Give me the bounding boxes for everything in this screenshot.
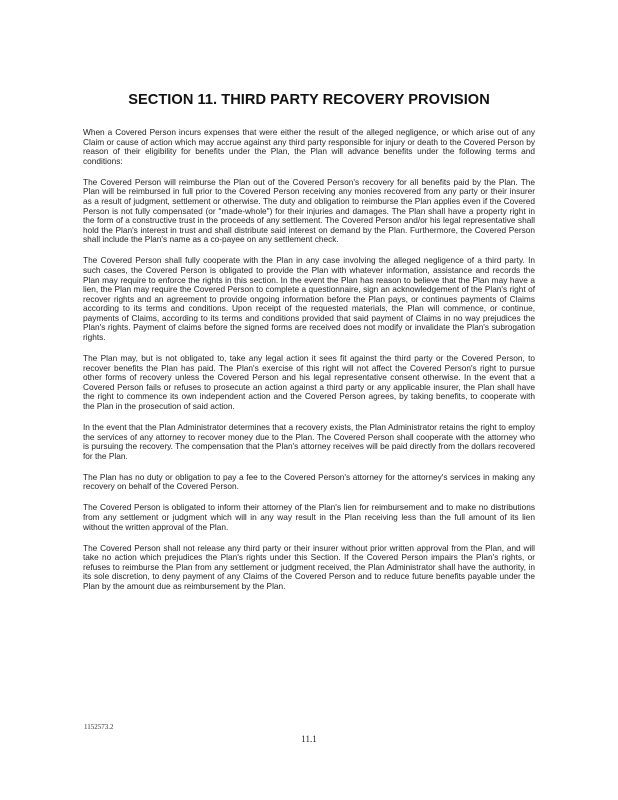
section-title: SECTION 11. THIRD PARTY RECOVERY PROVISION — [128, 92, 490, 108]
paragraph-1: When a Covered Person incurs expenses that were either the result of the alleged negligence, or which arise out of any Claim or cause of action which may accrue against any third party responsible for injury or death to the Covered Person by reason of their eligibility for benefits under the Plan, the Plan will advance benefits under the following terms and conditions: — [83, 127, 535, 166]
paragraph-4: The Plan may, but is not obligated to, take any legal action it sees fit against the third party or the Covered Person, to recover benefits the Plan has paid. The Plan's exercise of this right will not affect the Covered Person's right to pursue other forms of recovery unless the Covered Person and his legal representative consent otherwise. In the event that a Covered Person fails or refuses to prosecute an action against a third party or any applicable insurer, the Plan shall have the right to commence its own independent action and the Covered Person agrees, by taking benefits, to cooperate with the Plan in the prosecution of said action. — [83, 353, 535, 412]
paragraph-7: The Covered Person is obligated to inform their attorney of the Plan's lien for reimbursement and to make no distributions from any settlement or judgment which will in any way result in the Plan receiving less than the full amount of its lien without the written approval of the Plan. — [83, 502, 535, 532]
paragraph-3: The Covered Person shall fully cooperate with the Plan in any case involving the alleged negligence of a third party. In such cases, the Covered Person is obligated to provide the Plan with whatever information, assistance and records the Plan may require to enforce the rights in this section. In the event the Plan has reason to believe that the Plan may have a lien, the Plan may require the Covered Person to complete a questionnaire, sign an acknowledgement of the Plan's right of recover rights and an agreement to provide ongoing information before the Plan pays, or continues payments of Claims according to its terms and conditions. Upon receipt of the requested materials, the Plan will commence, or continue, payments of Claims, according to its terms and conditions provided that said payment of Claims in no way prejudices the Plan's rights. Payment of claims before the signed forms are received does not modify or invalidate the Plan's subrogation rights. — [83, 255, 535, 343]
paragraph-8: The Covered Person shall not release any third party or their insurer without prior written approval from the Plan, and will take no action which prejudices the Plan's rights under this Section. If the Covered Person impairs the Plan's rights, or refuses to reimburse the Plan from any settlement or judgment received, the Plan Administrator shall have the authority, in its sole discretion, to deny payment of any Claims of the Covered Person and to reduce future benefits payable under the Plan by the amount due as reimbursement by the Plan. — [83, 542, 535, 591]
paragraph-5: In the event that the Plan Administrator determines that a recovery exists, the Plan Administrator retains the right to employ the services of any attorney to recover money due to the Plan. The Covered Person shall cooperate with the attorney who is pursuing the recovery. The compensation that the Plan's attorney receives will be paid directly from the dollars recovered for the Plan. — [83, 422, 535, 461]
paragraph-6: The Plan has no duty or obligation to pay a fee to the Covered Person's attorney for the attorney's services in making any recovery on behalf of the Covered Person. — [83, 471, 535, 492]
paragraph-2: The Covered Person will reimburse the Plan out of the Covered Person's recovery for all benefits paid by the Plan. The Plan will be reimbursed in full prior to the Covered Person receiving any monies recovered from any party or their insurer as a result of judgment, settlement or otherwise. The duty and obligation to reimburse the Plan applies even if the Covered Person is not fully compensated (or "made-whole") for their injuries and damages. The Plan shall have a property right in the form of a constructive trust in the proceeds of any settlement. The Covered Person and/or his legal representative shall hold the Plan's interest in trust and shall distribute said interest on demand by the Plan. Furthermore, the Covered Person shall include the Plan's name as a co-payee on any settlement check. — [83, 176, 535, 245]
page-number: 11.1 — [301, 734, 317, 744]
document-body — [83, 128, 535, 603]
document-id: 1152573.2 — [84, 723, 114, 731]
